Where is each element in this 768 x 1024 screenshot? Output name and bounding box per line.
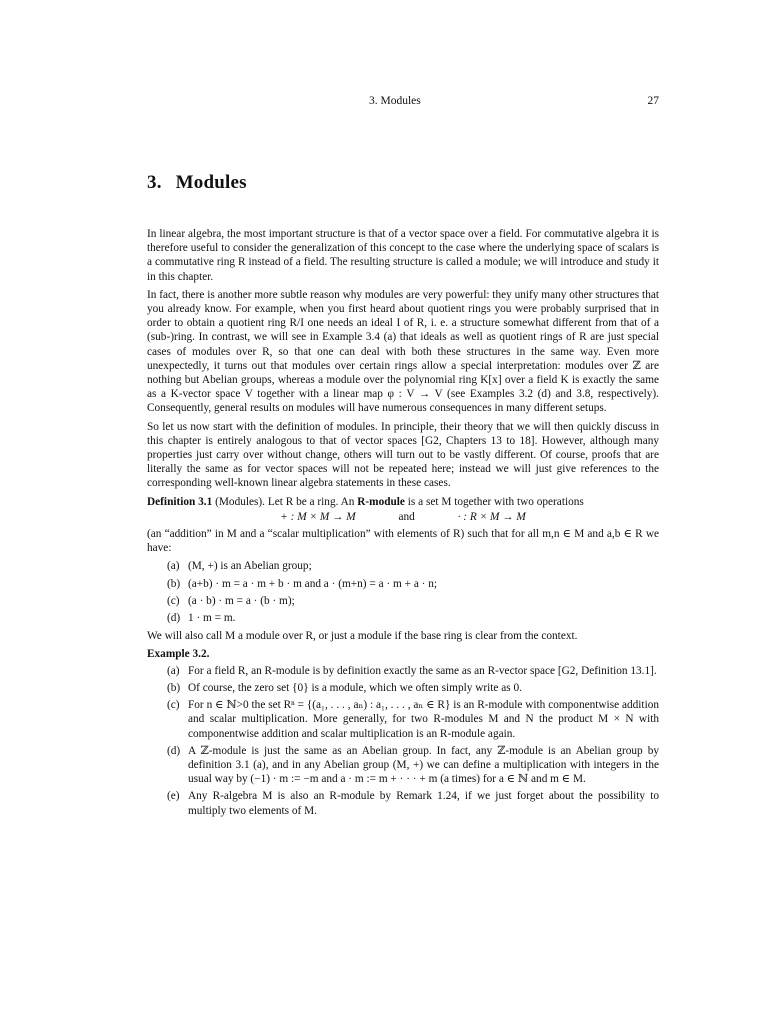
chapter-title: [147, 172, 247, 193]
running-head-title: 3. Modules: [369, 95, 421, 107]
example-item: (e) Any R-algebra M is also an R-module by Remark 1.24, if we just forget about the possibility to multiply two elements of M.: [167, 790, 659, 817]
example-item: (a) For a field R, an R-module is by definition exactly the same as an R-vector space [G2, Definition 13.1].: [167, 664, 657, 677]
axiom-item: (c) (a · b) · m = a · (b · m);: [167, 594, 295, 607]
intro-paragraph-1: In linear algebra, the most important structure is that of a vector space over a field. For commutative algebra it is therefore useful to consider the generalization of this concept to the case where the underlying space of scalars is a commutative ring R instead of a field. The resulting structure is called a module; we will introduce and study it in this chapter.: [147, 228, 659, 283]
intro-paragraph-3: So let us now start with the definition of modules. In principle, their theory that we will then quickly discuss in this chapter is entirely analogous to that of vector spaces [G2, Chapters 13 to 18]. However, although many properties just carry over without change, others will turn out to be vastly different. Of course, proofs that are literally the same as for vector spaces will not be repeated here; instead we will just give references to the corresponding well-known linear algebra statements in these cases.: [147, 420, 659, 490]
definition-term: R-module: [357, 495, 405, 508]
body-text: [147, 227, 659, 822]
axiom-item: (a) (M, +) is an Abelian group;: [167, 560, 312, 573]
definition-after: We will also call M a module over R, or just a module if the base ring is clear from the context.: [147, 630, 578, 643]
scalar-map: · : R × M → M: [457, 510, 526, 523]
definition-axioms: [147, 559, 659, 625]
example-item: (c) For n ∈ ℕ>0 the set Rⁿ = {(a₁, . . . , aₙ) : a₁, . . . , aₙ ∈ R} is an R-module with componentwise addition and scalar multiplication. More generally, for two R-modules M and N the product M × N with componentwise addition and scalar multiplication is an R-module again.: [167, 699, 659, 740]
example-label: Example 3.2.: [147, 648, 210, 661]
axiom-item: (d) 1 · m = m.: [167, 612, 236, 625]
chapter-name: Modules: [175, 172, 247, 193]
definition-label: Definition 3.1: [147, 495, 213, 508]
display-and: and: [398, 510, 415, 523]
definition-text-a: Let R be a ring. An: [267, 495, 358, 508]
definition-text-b: is a set M together with two operations: [404, 495, 584, 508]
addition-map: + : M × M → M: [280, 510, 356, 523]
example-item: (b) Of course, the zero set {0} is a module, which we often simply write as 0.: [167, 681, 522, 694]
definition-continuation: (an “addition” in M and a “scalar multiplication” with elements of R) such that for all m,n ∈ M and a,b ∈ R we have:: [147, 528, 659, 555]
definition-3-1: [147, 495, 659, 509]
example-item: (d) A ℤ-module is just the same as an Abelian group. In fact, any ℤ-module is an Abelian group by definition 3.1 (a), and in any Abelian group (M, +) we can define a multiplication with integers in the usual way by (−1) · m := −m and a · m := m + · · · + m (a times) for a ∈ ℕ and m ∈ M.: [167, 744, 659, 786]
page-number: 27: [647, 95, 659, 107]
example-items: [147, 664, 659, 818]
chapter-number: 3.: [147, 172, 162, 193]
definition-display: [147, 510, 659, 524]
intro-paragraph-2: In fact, there is another more subtle reason why modules are very powerful: they unify many other structures that you already know. For example, when you first heard about quotient rings you were probably surprised that in order to obtain a quotient ring R/I one needs an ideal I of R, i. e. a structure somewhat different from that of a (sub-)ring. In contrast, we will see in Example 3.4 (a) that ideals as well as quotient rings of R are just special cases of modules over R, so that one can deal with both these structures in the same way. Even more unexpectedly, it turns out that modules over certain rings allow a special interpretation: modules over ℤ are nothing but Abelian groups, whereas a module over the polynomial ring K[x] over a field K is exactly the same as a K-vector space V together with a linear map φ : V → V (see Examples 3.2 (d) and 3.8, respectively). Consequently, general results on modules will have numerous consequences in many different setups.: [147, 288, 659, 415]
definition-name: (Modules).: [215, 495, 265, 508]
axiom-item: (b) (a+b) · m = a · m + b · m and a · (m+n) = a · m + a · n;: [167, 577, 438, 590]
running-head: [147, 94, 659, 110]
